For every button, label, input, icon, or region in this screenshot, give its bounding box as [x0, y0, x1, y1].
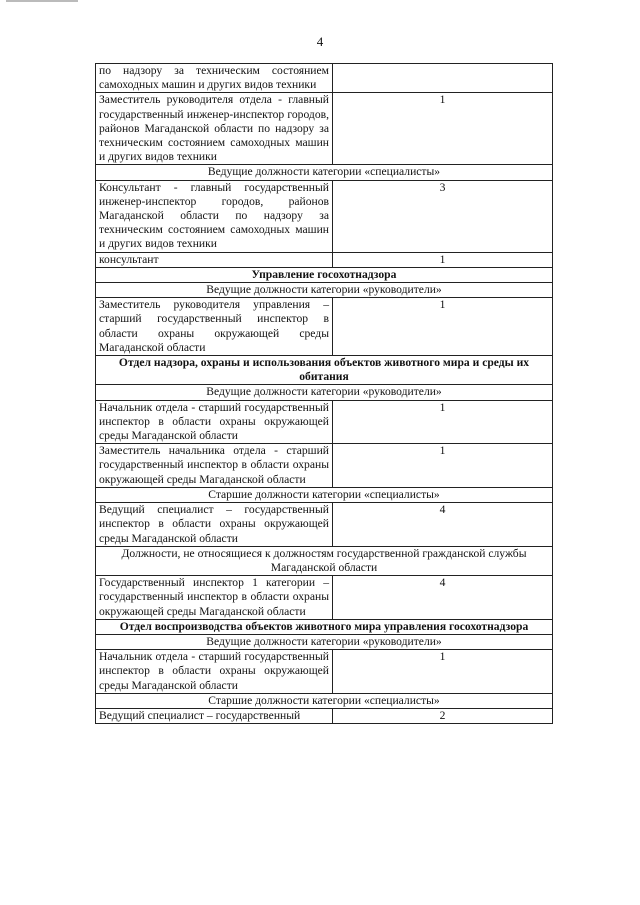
category-row [96, 283, 553, 298]
position-title: Консультант - главный государственный инженер-инспектор городов, районов Магаданской области по надзору за техническим состоянием самоходных машин и других видов техники [96, 180, 333, 252]
category-heading: Старшие должности категории «специалисты» [96, 693, 553, 708]
table-body [96, 64, 553, 724]
category-row [96, 693, 553, 708]
position-row [96, 64, 553, 93]
category-row [96, 546, 553, 575]
department-heading: Управление госохотнадзора [96, 267, 553, 282]
position-count: 4 [333, 576, 553, 620]
position-count: 1 [333, 93, 553, 165]
position-count: 3 [333, 180, 553, 252]
scan-edge-mark [6, 0, 78, 2]
position-count [333, 64, 553, 93]
position-count: 4 [333, 503, 553, 547]
category-row [96, 487, 553, 502]
position-count: 1 [333, 400, 553, 444]
position-row [96, 180, 553, 252]
position-title: Заместитель руководителя управления – старший государственный инспектор в области охраны окружающей среды Магаданской области [96, 298, 333, 356]
category-heading: Ведущие должности категории «специалисты» [96, 165, 553, 180]
department-heading: Отдел воспроизводства объектов животного мира управления госохотнадзора [96, 619, 553, 634]
category-row [96, 634, 553, 649]
position-count: 1 [333, 650, 553, 694]
position-row [96, 503, 553, 547]
position-row [96, 252, 553, 267]
position-count: 2 [333, 708, 553, 723]
position-title: консультант [96, 252, 333, 267]
position-row [96, 650, 553, 694]
department-heading: Отдел надзора, охраны и использования объектов животного мира и среды их обитания [96, 356, 553, 385]
position-title: Начальник отдела - старший государственный инспектор в области охраны окружающей среды Магаданской области [96, 650, 333, 694]
position-row [96, 444, 553, 488]
position-count: 1 [333, 252, 553, 267]
position-row [96, 400, 553, 444]
position-title: Ведущий специалист – государственный [96, 708, 333, 723]
position-count: 1 [333, 444, 553, 488]
category-heading: Должности, не относящиеся к должностям государственной гражданской службы Магаданской области [96, 546, 553, 575]
category-row [96, 385, 553, 400]
category-heading: Старшие должности категории «специалисты» [96, 487, 553, 502]
page-number: 4 [316, 34, 324, 49]
position-title: Государственный инспектор 1 категории – государственный инспектор в области охраны окружающей среды Магаданской области [96, 576, 333, 620]
position-title: по надзору за техническим состоянием самоходных машин и других видов техники [96, 64, 333, 93]
position-row [96, 708, 553, 723]
position-count: 1 [333, 298, 553, 356]
position-row [96, 298, 553, 356]
category-heading: Ведущие должности категории «руководители» [96, 385, 553, 400]
department-row [96, 267, 553, 282]
position-row [96, 576, 553, 620]
category-heading: Ведущие должности категории «руководители» [96, 634, 553, 649]
category-row [96, 165, 553, 180]
department-row [96, 619, 553, 634]
category-heading: Ведущие должности категории «руководители» [96, 283, 553, 298]
position-title: Заместитель начальника отдела - старший государственный инспектор в области охраны окружающей среды Магаданской области [96, 444, 333, 488]
position-title: Заместитель руководителя отдела - главный государственный инженер-инспектор городов, районов Магаданской области по надзору за техническим состоянием самоходных машин и других видов техники [96, 93, 333, 165]
position-row [96, 93, 553, 165]
position-title: Начальник отдела - старший государственный инспектор в области охраны окружающей среды Магаданской области [96, 400, 333, 444]
staff-positions-table [95, 63, 553, 724]
position-title: Ведущий специалист – государственный инспектор в области охраны окружающей среды Магаданской области [96, 503, 333, 547]
department-row [96, 356, 553, 385]
